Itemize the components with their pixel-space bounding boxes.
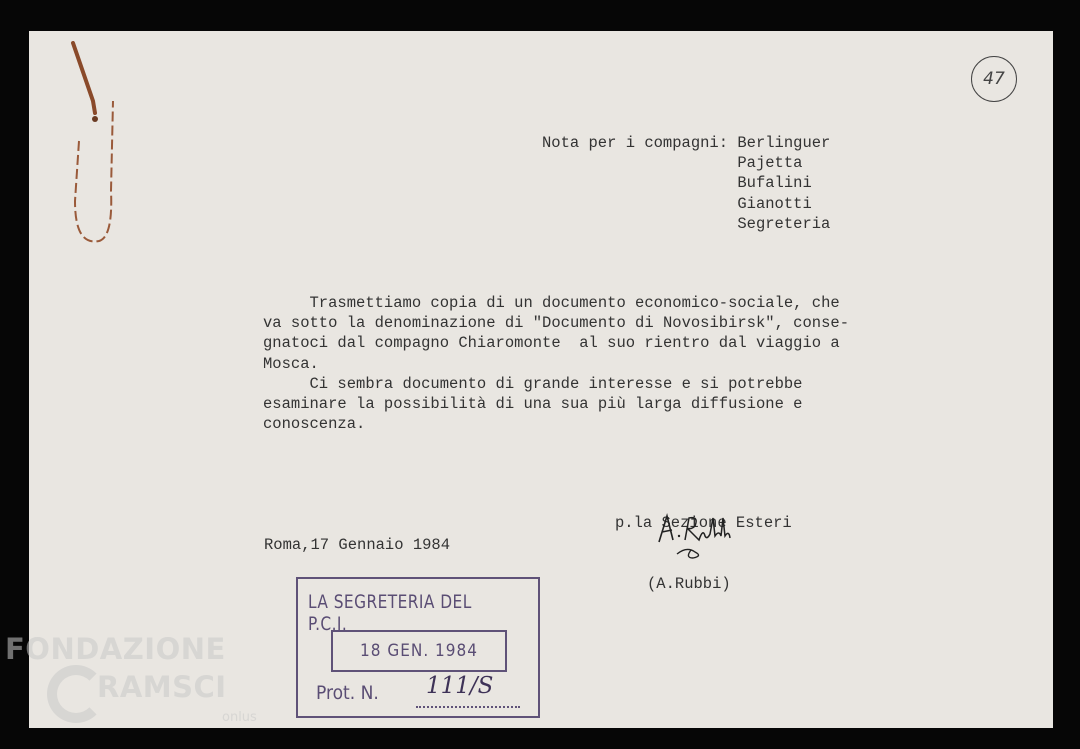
- recipients-block: [542, 133, 830, 234]
- stamp-date: 18 GEN. 1984: [360, 641, 478, 661]
- page-number-circle: [971, 56, 1017, 102]
- body-line: Mosca.: [263, 354, 319, 373]
- body-line: esaminare la possibilità di una sua più larga diffusione e: [263, 395, 803, 414]
- watermark-line2: RAMSCI: [97, 670, 227, 704]
- stamp-prot-label: Prot. N.: [316, 682, 379, 704]
- stamp-title: LA SEGRETERIA DEL P.C.I.: [308, 591, 472, 635]
- body-line: gnatoci dal compagno Chiaromonte al suo rientro dal viaggio a: [263, 334, 840, 353]
- signature-name: (A.Rubbi): [647, 575, 731, 594]
- stamp-prot-number: 111/S: [426, 673, 494, 699]
- watermark-line3: onlus: [222, 710, 257, 725]
- letter-page: [29, 31, 1053, 728]
- paperclip-stain-icon: [63, 41, 123, 251]
- letter-body: [263, 293, 903, 434]
- recipients-intro: Nota per i compagni:: [542, 134, 729, 152]
- body-line: va sotto la denominazione di "Documento di Novosibirsk", conse-: [263, 314, 849, 333]
- handwritten-signature: [653, 506, 733, 561]
- letter-date: Roma,17 Gennaio 1984: [264, 536, 451, 554]
- body-line: Ci sembra documento di grande interesse e si potrebbe: [263, 374, 803, 393]
- page-number: 47: [983, 69, 1005, 89]
- recipient-name: Bufalini: [737, 174, 812, 193]
- recipient-name: Berlinguer: [737, 134, 831, 152]
- reception-stamp: [296, 577, 540, 718]
- recipient-name: Pajetta: [737, 154, 803, 173]
- body-line: Trasmettiamo copia di un documento economico-sociale, che: [263, 294, 840, 312]
- body-line: conoscenza.: [263, 415, 366, 434]
- recipient-name: Gianotti: [737, 194, 812, 213]
- stamp-date-box: [331, 630, 507, 672]
- watermark-line1: FONDAZIONE: [5, 632, 226, 666]
- signature-section: p.la Sezione Esteri: [615, 514, 792, 533]
- recipient-name: Segreteria: [737, 214, 831, 233]
